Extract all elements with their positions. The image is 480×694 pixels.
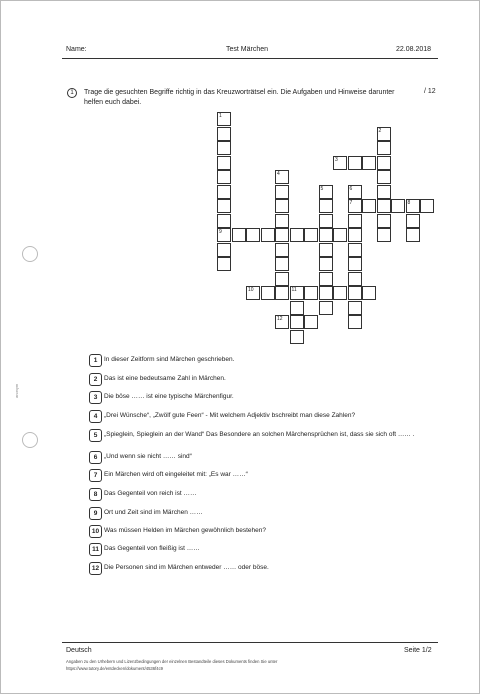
crossword-cell[interactable]	[217, 199, 231, 213]
crossword-cell[interactable]	[348, 286, 362, 300]
crossword-cell[interactable]	[319, 199, 333, 213]
clue-number: 9	[89, 507, 102, 520]
crossword-cell[interactable]	[275, 272, 289, 286]
footer-rule	[62, 642, 438, 643]
crossword-cell[interactable]	[304, 315, 318, 329]
crossword-cell[interactable]	[217, 214, 231, 228]
task-points: / 12	[424, 88, 436, 95]
clue-text: Das Gegenteil von fleißig ist ……	[104, 545, 200, 552]
clue-text: Die böse …… ist eine typische Märchenfigur.	[104, 393, 234, 400]
crossword-cell[interactable]	[290, 330, 304, 344]
clue-number: 3	[89, 391, 102, 404]
clue-text: „Spieglein, Spieglein an der Wand“ Das Besondere an solchen Märchensprüchen ist, dass sie sich oft …… .	[104, 431, 415, 438]
crossword-cell[interactable]	[377, 170, 391, 184]
crossword-cell[interactable]	[275, 199, 289, 213]
clue-number: 8	[89, 488, 102, 501]
crossword-cell[interactable]	[377, 214, 391, 228]
crossword-cell[interactable]	[217, 185, 231, 199]
clue-text: „Drei Wünsche“, „Zwölf gute Feen“ - Mit welchem Adjektiv bschreibt man diese Zahlen?	[104, 412, 356, 419]
clue-number: 5	[89, 429, 102, 442]
crossword-cell[interactable]	[304, 228, 318, 242]
grid-number: 7	[349, 200, 353, 206]
clue-number: 10	[89, 525, 102, 538]
crossword-cell[interactable]	[319, 214, 333, 228]
crossword-cell[interactable]	[406, 214, 420, 228]
crossword-cell[interactable]	[217, 243, 231, 257]
crossword-cell[interactable]	[275, 243, 289, 257]
clue-text: Was müssen Helden im Märchen gewöhnlich bestehen?	[104, 527, 266, 534]
grid-number: 5	[320, 185, 324, 192]
crossword-cell[interactable]	[290, 228, 304, 242]
clue-text: Ort und Zeit sind im Märchen ……	[104, 509, 203, 516]
crossword-cell[interactable]	[333, 286, 347, 300]
crossword-cell[interactable]	[319, 257, 333, 271]
crossword-cell[interactable]	[319, 286, 333, 300]
grid-number: 11	[291, 287, 297, 293]
crossword-cell[interactable]	[348, 243, 362, 257]
crossword-cell[interactable]	[275, 185, 289, 199]
grid-number: 1	[219, 113, 222, 119]
crossword-cell[interactable]	[406, 228, 420, 242]
clue-number: 6	[89, 451, 102, 464]
crossword-cell[interactable]	[348, 257, 362, 271]
clue-text: Ein Märchen wird oft eingeleitet mit: „Es war ……“	[104, 471, 248, 478]
punch-hole-top	[22, 246, 38, 262]
crossword-cell[interactable]	[217, 156, 231, 170]
crossword-cell[interactable]	[420, 199, 434, 213]
page-title: Test Märchen	[226, 46, 269, 53]
clue-text: In dieser Zeitform sind Märchen geschrieben.	[104, 356, 235, 363]
crossword-cell[interactable]	[217, 141, 231, 155]
crossword-cell[interactable]	[304, 286, 318, 300]
crossword-cell[interactable]	[377, 228, 391, 242]
clue-text: Das Gegenteil von reich ist ……	[104, 490, 197, 497]
crossword-cell[interactable]	[290, 315, 304, 329]
crossword-cell[interactable]	[319, 243, 333, 257]
crossword-cell[interactable]	[246, 228, 260, 242]
crossword-cell[interactable]	[319, 228, 333, 242]
grid-number: 9	[219, 229, 222, 235]
crossword-cell[interactable]	[217, 257, 231, 271]
grid-number: 3	[335, 156, 338, 163]
crossword-cell[interactable]	[362, 156, 376, 170]
crossword-cell[interactable]	[348, 228, 362, 242]
side-label: anonym	[14, 383, 19, 398]
clue-number: 2	[89, 373, 102, 386]
crossword-cell[interactable]	[290, 301, 304, 315]
crossword-cell[interactable]	[217, 170, 231, 184]
footer-subject: Deutsch	[66, 647, 92, 654]
footer-page: Seite 1/2	[404, 647, 432, 654]
crossword-cell[interactable]	[217, 127, 231, 141]
grid-number: 10	[248, 287, 254, 293]
crossword-cell[interactable]	[377, 199, 391, 213]
clue-number: 4	[89, 410, 102, 423]
grid-number: 2	[378, 127, 382, 134]
crossword-cell[interactable]	[377, 156, 391, 170]
crossword-cell[interactable]	[391, 199, 405, 213]
clue-number: 12	[89, 562, 102, 575]
crossword-cell[interactable]	[348, 315, 362, 329]
name-label: Name:	[66, 46, 87, 53]
crossword-cell[interactable]	[333, 228, 347, 242]
crossword-cell[interactable]	[362, 199, 376, 213]
crossword-cell[interactable]	[348, 272, 362, 286]
crossword-cell[interactable]	[362, 286, 376, 300]
grid-number: 12	[277, 316, 283, 322]
crossword-cell[interactable]	[275, 214, 289, 228]
crossword-cell[interactable]	[319, 301, 333, 315]
crossword-cell[interactable]	[348, 301, 362, 315]
grid-number: 6	[349, 185, 353, 192]
crossword-cell[interactable]	[377, 185, 391, 199]
crossword-cell[interactable]	[377, 141, 391, 155]
crossword-cell[interactable]	[275, 228, 289, 242]
clue-text: „Und wenn sie nicht …… sind“	[104, 453, 192, 460]
task-instruction: Trage die gesuchten Begriffe richtig in das Kreuzworträtsel ein. Die Aufgaben und Hinweise darunter helfen euch dabei.	[84, 89, 395, 106]
clue-number: 11	[89, 543, 102, 556]
crossword-cell[interactable]	[348, 156, 362, 170]
footer-legal: Angaben zu den Urhebern und Lizenzbedingungen der einzelnen Bestandteile dieses Dokuments finden Sie unter	[66, 659, 278, 664]
crossword-cell[interactable]	[275, 257, 289, 271]
grid-number: 4	[277, 171, 280, 177]
task-number: 1	[67, 88, 77, 98]
punch-hole-bottom	[22, 432, 38, 448]
footer-url[interactable]: https://www.tutory.de/entdecken/dokument/4536f4c9	[66, 666, 163, 671]
clue-text: Das ist eine bedeutsame Zahl in Märchen.	[104, 375, 226, 382]
clue-text: Die Personen sind im Märchen entweder …… oder böse.	[104, 564, 269, 571]
clue-number: 7	[89, 469, 102, 482]
crossword-cell[interactable]	[348, 214, 362, 228]
crossword-cell[interactable]	[232, 228, 246, 242]
date: 22.08.2018	[396, 46, 432, 53]
crossword-cell[interactable]	[261, 228, 275, 242]
crossword-cell[interactable]	[275, 286, 289, 300]
crossword-cell[interactable]	[319, 272, 333, 286]
grid-number: 8	[407, 200, 411, 206]
crossword-cell[interactable]	[261, 286, 275, 300]
header-rule	[62, 58, 438, 59]
clue-number: 1	[89, 354, 102, 367]
